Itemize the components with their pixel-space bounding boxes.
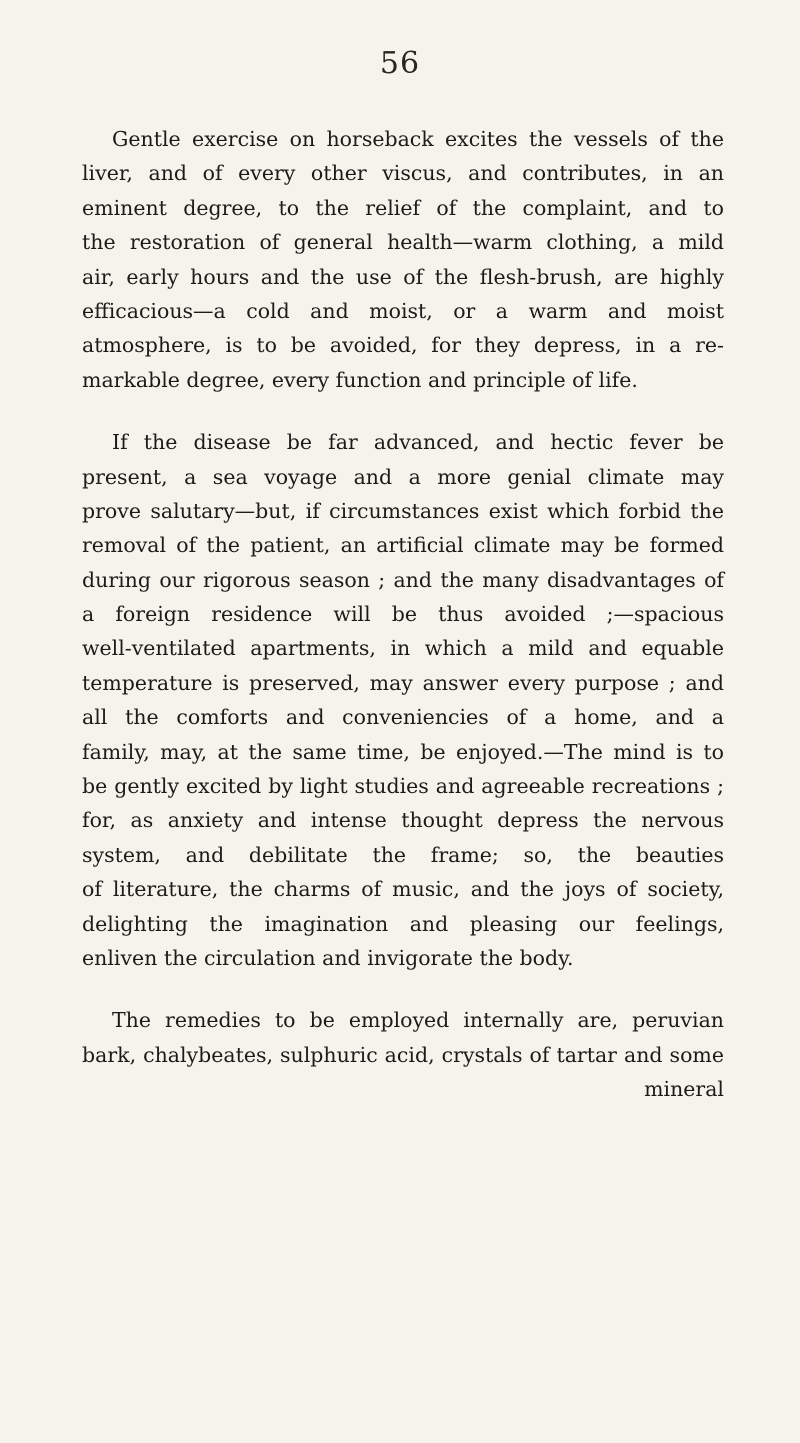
- paragraph-line: be gently excited by light studies and agreeable recreations ;: [82, 774, 724, 799]
- catchword: mineral: [644, 1077, 724, 1102]
- paragraph-3: [82, 1003, 724, 1072]
- paragraph-line: bark, chalybeates, sulphuric acid, crystals of tartar and some: [82, 1042, 724, 1067]
- body-text: [82, 122, 724, 1107]
- page-number: 56: [379, 46, 421, 81]
- paragraph-2: [82, 425, 724, 975]
- paragraph-line: If the disease be far advanced, and hectic fever be: [112, 430, 724, 455]
- paragraph-line: The remedies to be employed internally are, peruvian: [112, 1008, 724, 1033]
- paragraph-line: eminent degree, to the relief of the complaint, and to: [82, 195, 724, 220]
- paragraph-line: Gentle exercise on horseback excites the vessels of the: [112, 127, 724, 151]
- paragraph-line: efficacious—a cold and moist, or a warm and moist: [82, 298, 724, 323]
- paragraph-line: all the comforts and conveniencies of a home, and a: [82, 705, 724, 730]
- paragraph-line: family, may, at the same time, be enjoyed.—The mind is to: [82, 739, 724, 764]
- paragraph-line: prove salutary—but, if circumstances exist which forbid the: [82, 498, 724, 523]
- paragraph-line: well-ventilated apartments, in which a mild and equable: [82, 636, 724, 661]
- paragraph-line: for, as anxiety and intense thought depress the nervous: [82, 808, 724, 833]
- paragraph-line: air, early hours and the use of the flesh-brush, are highly: [82, 264, 724, 289]
- paragraph-line: atmosphere, is to be avoided, for they depress, in a re-: [82, 333, 724, 358]
- paragraph-line: the restoration of general health—warm clothing, a mild: [82, 230, 724, 255]
- paragraph-line: delighting the imagination and pleasing our feelings,: [82, 911, 724, 936]
- paragraph-line: system, and debilitate the frame; so, the beauties: [82, 842, 724, 867]
- paragraph-line: enliven the circulation and invigorate the body.: [82, 945, 574, 970]
- paragraph-line: of literature, the charms of music, and the joys of society,: [82, 877, 724, 902]
- paragraph-line: temperature is preserved, may answer every purpose ; and: [82, 670, 724, 695]
- paragraph-1: [82, 122, 724, 397]
- paragraph-line: during our rigorous season ; and the many disadvantages of: [82, 567, 724, 592]
- paragraph-line: removal of the patient, an artificial climate may be formed: [82, 533, 724, 558]
- paragraph-line: present, a sea voyage and a more genial climate may: [82, 464, 724, 489]
- paragraph-line: liver, and of every other viscus, and contributes, in an: [82, 161, 724, 186]
- paragraph-line: a foreign residence will be thus avoided ;—spacious: [82, 602, 724, 627]
- paragraph-line: markable degree, every function and principle of life.: [82, 367, 638, 392]
